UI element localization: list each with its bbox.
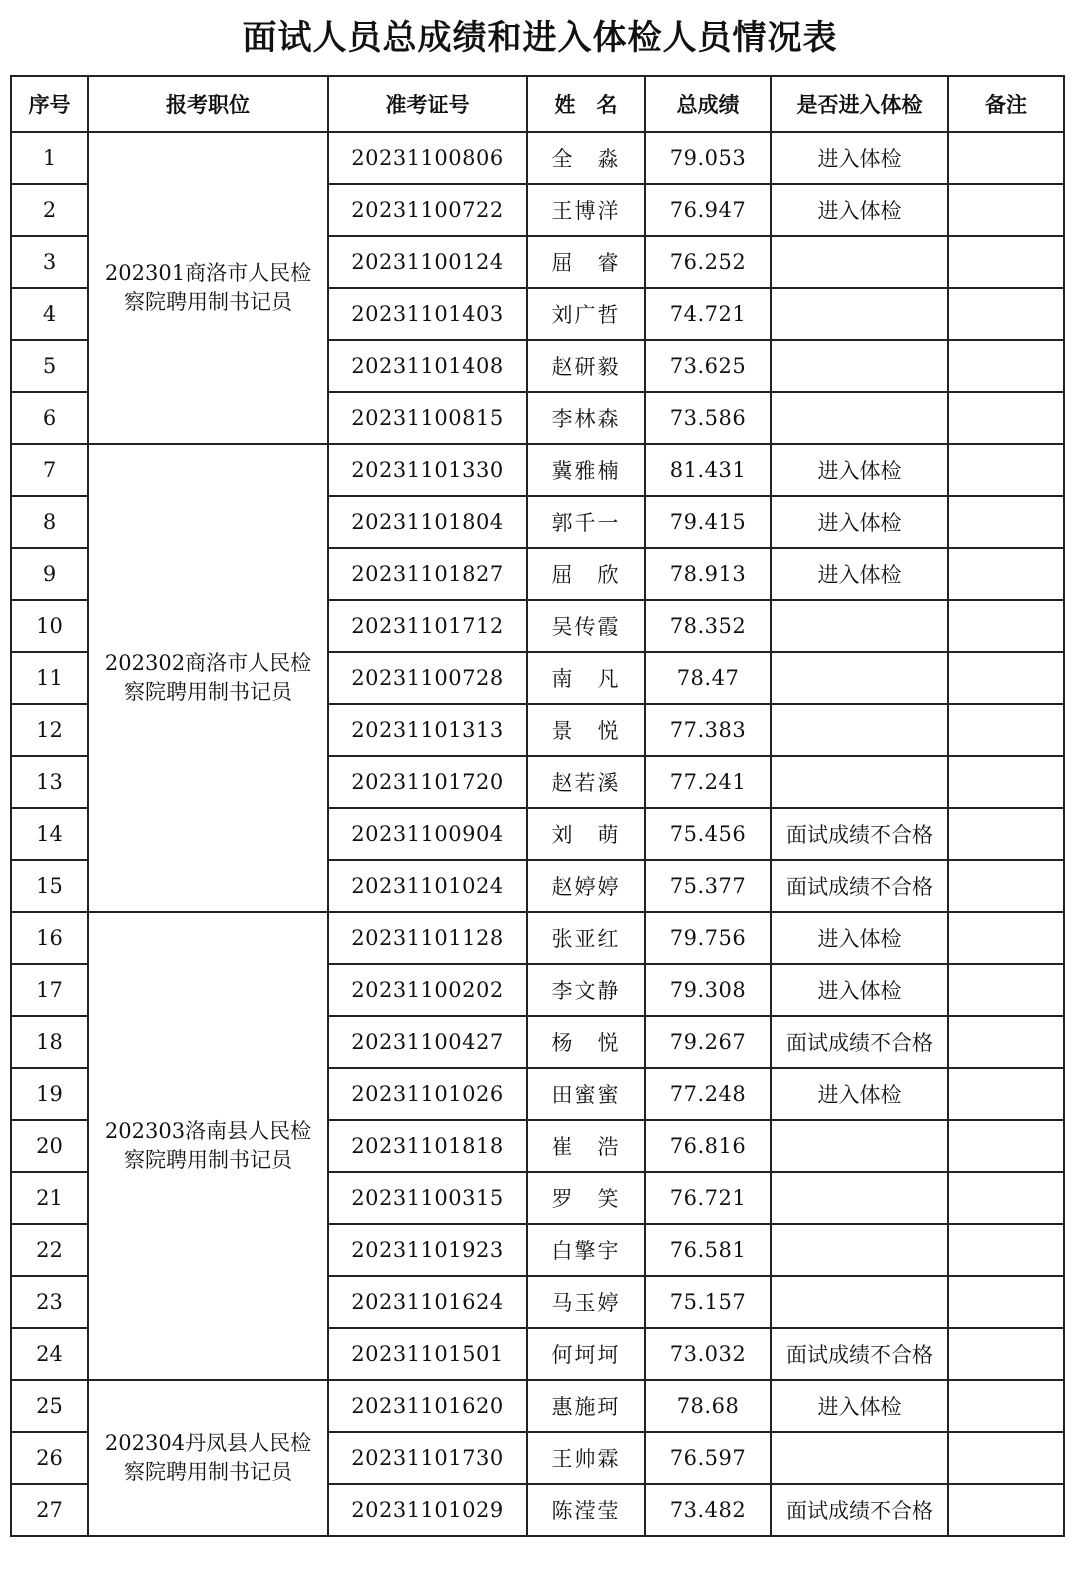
physical-exam-status: 进入体检 — [771, 964, 948, 1016]
physical-exam-status: 进入体检 — [771, 1068, 948, 1120]
remark — [948, 496, 1064, 548]
physical-exam-status: 进入体检 — [771, 912, 948, 964]
row-number: 22 — [11, 1224, 88, 1276]
remark — [948, 132, 1064, 184]
table-row — [11, 444, 1064, 496]
physical-exam-status — [771, 236, 948, 288]
remark — [948, 704, 1064, 756]
table-row — [11, 132, 1064, 184]
physical-exam-status: 进入体检 — [771, 496, 948, 548]
physical-exam-status — [771, 1172, 948, 1224]
exam-id: 20231100202 — [328, 964, 527, 1016]
total-score: 78.68 — [645, 1380, 771, 1432]
total-score: 77.241 — [645, 756, 771, 808]
candidate-name: 崔 浩 — [527, 1120, 645, 1172]
exam-id: 20231100815 — [328, 392, 527, 444]
candidate-name: 田蜜蜜 — [527, 1068, 645, 1120]
total-score: 73.625 — [645, 340, 771, 392]
exam-id: 20231101408 — [328, 340, 527, 392]
position-cell — [88, 1380, 328, 1536]
row-number: 12 — [11, 704, 88, 756]
row-number: 21 — [11, 1172, 88, 1224]
position-line: 202301商洛市人民检 — [104, 261, 312, 285]
remark — [948, 392, 1064, 444]
exam-id: 20231101029 — [328, 1484, 527, 1536]
physical-exam-status — [771, 1276, 948, 1328]
candidate-name: 刘 萌 — [527, 808, 645, 860]
exam-id: 20231101313 — [328, 704, 527, 756]
physical-exam-status: 面试成绩不合格 — [771, 1016, 948, 1068]
exam-id: 20231100806 — [328, 132, 527, 184]
total-score: 79.308 — [645, 964, 771, 1016]
exam-id: 20231101818 — [328, 1120, 527, 1172]
remark — [948, 652, 1064, 704]
exam-id: 20231101712 — [328, 600, 527, 652]
row-number: 13 — [11, 756, 88, 808]
total-score: 79.415 — [645, 496, 771, 548]
total-score: 75.456 — [645, 808, 771, 860]
exam-id: 20231101730 — [328, 1432, 527, 1484]
total-score: 75.157 — [645, 1276, 771, 1328]
row-number: 6 — [11, 392, 88, 444]
candidate-name: 南 凡 — [527, 652, 645, 704]
results-table — [10, 75, 1065, 1537]
physical-exam-status: 进入体检 — [771, 132, 948, 184]
physical-exam-status: 进入体检 — [771, 184, 948, 236]
header-total-score: 总成绩 — [645, 76, 771, 132]
row-number: 3 — [11, 236, 88, 288]
candidate-name: 马玉婷 — [527, 1276, 645, 1328]
total-score: 76.721 — [645, 1172, 771, 1224]
remark — [948, 184, 1064, 236]
total-score: 75.377 — [645, 860, 771, 912]
physical-exam-status: 面试成绩不合格 — [771, 808, 948, 860]
physical-exam-status: 进入体检 — [771, 444, 948, 496]
physical-exam-status — [771, 1432, 948, 1484]
exam-id: 20231100315 — [328, 1172, 527, 1224]
position-line: 202304丹凤县人民检 — [104, 1431, 312, 1455]
candidate-name: 张亚红 — [527, 912, 645, 964]
candidate-name: 屈 欣 — [527, 548, 645, 600]
candidate-name: 何坷坷 — [527, 1328, 645, 1380]
row-number: 9 — [11, 548, 88, 600]
candidate-name: 王帅霖 — [527, 1432, 645, 1484]
candidate-name: 赵研毅 — [527, 340, 645, 392]
row-number: 15 — [11, 860, 88, 912]
remark — [948, 236, 1064, 288]
position-line: 202302商洛市人民检 — [104, 651, 312, 675]
total-score: 76.252 — [645, 236, 771, 288]
position-cell — [88, 132, 328, 444]
exam-id: 20231101827 — [328, 548, 527, 600]
position-line: 察院聘用制书记员 — [124, 1148, 292, 1172]
position-line: 察院聘用制书记员 — [124, 290, 292, 314]
position-line: 察院聘用制书记员 — [124, 680, 292, 704]
candidate-name: 冀雅楠 — [527, 444, 645, 496]
candidate-name: 白擎宇 — [527, 1224, 645, 1276]
row-number: 11 — [11, 652, 88, 704]
total-score: 81.431 — [645, 444, 771, 496]
physical-exam-status — [771, 288, 948, 340]
row-number: 4 — [11, 288, 88, 340]
remark — [948, 860, 1064, 912]
remark — [948, 808, 1064, 860]
candidate-name: 赵若溪 — [527, 756, 645, 808]
remark — [948, 1068, 1064, 1120]
physical-exam-status — [771, 652, 948, 704]
exam-id: 20231100124 — [328, 236, 527, 288]
total-score: 74.721 — [645, 288, 771, 340]
exam-id: 20231101804 — [328, 496, 527, 548]
exam-id: 20231100904 — [328, 808, 527, 860]
total-score: 73.032 — [645, 1328, 771, 1380]
candidate-name: 王博洋 — [527, 184, 645, 236]
candidate-name: 李林森 — [527, 392, 645, 444]
remark — [948, 912, 1064, 964]
page-title: 面试人员总成绩和进入体检人员情况表 — [242, 18, 838, 58]
candidate-name: 陈滢莹 — [527, 1484, 645, 1536]
remark — [948, 1224, 1064, 1276]
row-number: 5 — [11, 340, 88, 392]
total-score: 73.586 — [645, 392, 771, 444]
physical-exam-status: 进入体检 — [771, 548, 948, 600]
row-number: 1 — [11, 132, 88, 184]
candidate-name: 郭千一 — [527, 496, 645, 548]
remark — [948, 1276, 1064, 1328]
exam-id: 20231101128 — [328, 912, 527, 964]
candidate-name: 刘广哲 — [527, 288, 645, 340]
total-score: 77.383 — [645, 704, 771, 756]
physical-exam-status: 进入体检 — [771, 1380, 948, 1432]
header-row — [11, 76, 1064, 132]
row-number: 17 — [11, 964, 88, 1016]
remark — [948, 340, 1064, 392]
remark — [948, 548, 1064, 600]
total-score: 78.913 — [645, 548, 771, 600]
total-score: 76.581 — [645, 1224, 771, 1276]
exam-id: 20231101330 — [328, 444, 527, 496]
table-body — [11, 132, 1064, 1536]
physical-exam-status: 面试成绩不合格 — [771, 1484, 948, 1536]
remark — [948, 288, 1064, 340]
candidate-name: 屈 睿 — [527, 236, 645, 288]
row-number: 10 — [11, 600, 88, 652]
exam-id: 20231101620 — [328, 1380, 527, 1432]
physical-exam-status — [771, 340, 948, 392]
remark — [948, 1016, 1064, 1068]
physical-exam-status — [771, 600, 948, 652]
row-number: 24 — [11, 1328, 88, 1380]
row-number: 7 — [11, 444, 88, 496]
position-line: 202303洛南县人民检 — [104, 1119, 312, 1143]
table-row — [11, 912, 1064, 964]
remark — [948, 1172, 1064, 1224]
candidate-name: 景 悦 — [527, 704, 645, 756]
remark — [948, 1328, 1064, 1380]
row-number: 26 — [11, 1432, 88, 1484]
total-score: 77.248 — [645, 1068, 771, 1120]
total-score: 79.267 — [645, 1016, 771, 1068]
row-number: 25 — [11, 1380, 88, 1432]
header-exam-id: 准考证号 — [328, 76, 527, 132]
row-number: 23 — [11, 1276, 88, 1328]
physical-exam-status — [771, 1224, 948, 1276]
row-number: 14 — [11, 808, 88, 860]
position-cell — [88, 444, 328, 912]
physical-exam-status: 面试成绩不合格 — [771, 860, 948, 912]
total-score: 78.47 — [645, 652, 771, 704]
row-number: 18 — [11, 1016, 88, 1068]
header-physical-exam: 是否进入体检 — [771, 76, 948, 132]
exam-id: 20231101501 — [328, 1328, 527, 1380]
candidate-name: 全 淼 — [527, 132, 645, 184]
candidate-name: 吴传霞 — [527, 600, 645, 652]
remark — [948, 964, 1064, 1016]
candidate-name: 惠施珂 — [527, 1380, 645, 1432]
exam-id: 20231101024 — [328, 860, 527, 912]
exam-id: 20231101026 — [328, 1068, 527, 1120]
total-score: 73.482 — [645, 1484, 771, 1536]
table-row — [11, 1380, 1064, 1432]
remark — [948, 1120, 1064, 1172]
physical-exam-status: 面试成绩不合格 — [771, 1328, 948, 1380]
exam-id: 20231100728 — [328, 652, 527, 704]
exam-id: 20231101923 — [328, 1224, 527, 1276]
total-score: 76.597 — [645, 1432, 771, 1484]
exam-id: 20231100427 — [328, 1016, 527, 1068]
header-remark: 备注 — [948, 76, 1064, 132]
candidate-name: 罗 笑 — [527, 1172, 645, 1224]
exam-id: 20231101403 — [328, 288, 527, 340]
remark — [948, 444, 1064, 496]
total-score: 76.816 — [645, 1120, 771, 1172]
total-score: 79.053 — [645, 132, 771, 184]
total-score: 79.756 — [645, 912, 771, 964]
physical-exam-status — [771, 756, 948, 808]
exam-id: 20231100722 — [328, 184, 527, 236]
candidate-name: 杨 悦 — [527, 1016, 645, 1068]
position-line: 察院聘用制书记员 — [124, 1460, 292, 1484]
row-number: 27 — [11, 1484, 88, 1536]
row-number: 2 — [11, 184, 88, 236]
exam-id: 20231101720 — [328, 756, 527, 808]
total-score: 76.947 — [645, 184, 771, 236]
header-name: 姓 名 — [527, 76, 645, 132]
remark — [948, 1484, 1064, 1536]
row-number: 8 — [11, 496, 88, 548]
position-cell — [88, 912, 328, 1380]
row-number: 16 — [11, 912, 88, 964]
candidate-name: 李文静 — [527, 964, 645, 1016]
remark — [948, 600, 1064, 652]
row-number: 19 — [11, 1068, 88, 1120]
candidate-name: 赵婷婷 — [527, 860, 645, 912]
header-number: 序号 — [11, 76, 88, 132]
exam-id: 20231101624 — [328, 1276, 527, 1328]
physical-exam-status — [771, 392, 948, 444]
remark — [948, 1380, 1064, 1432]
remark — [948, 1432, 1064, 1484]
physical-exam-status — [771, 1120, 948, 1172]
total-score: 78.352 — [645, 600, 771, 652]
row-number: 20 — [11, 1120, 88, 1172]
header-position: 报考职位 — [88, 76, 328, 132]
physical-exam-status — [771, 704, 948, 756]
remark — [948, 756, 1064, 808]
